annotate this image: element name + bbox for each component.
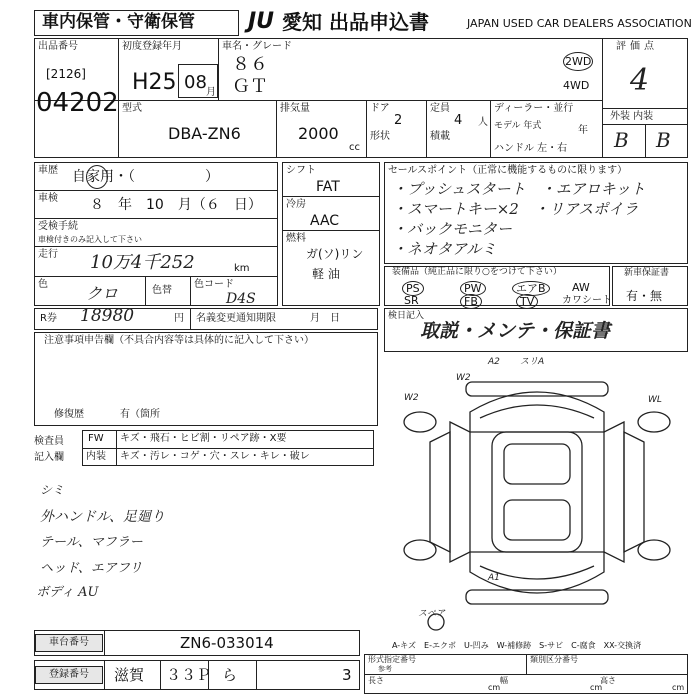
score-ext-int-label: 外装 内装	[610, 111, 654, 122]
color-code-value: D4S	[226, 291, 256, 307]
equip-ps: PS	[402, 281, 424, 296]
spec-sub-1: 参考	[378, 665, 392, 673]
spec-wid: 幅	[500, 676, 508, 685]
color-value: クロ	[86, 284, 119, 303]
note-5: ボディ AU	[36, 585, 99, 600]
spec-label-1: 形式指定番号	[368, 655, 416, 664]
mileage-value: 10万4千252	[90, 252, 195, 273]
note-4: ヘッド、エアフリ	[40, 561, 143, 576]
interior-label: 内装	[86, 451, 106, 462]
equip-pw: PW	[460, 281, 486, 296]
drive-4wd: 4WD	[563, 79, 590, 92]
spec-len: 長さ	[368, 676, 384, 685]
displacement-unit: cc	[349, 142, 360, 153]
spec-label-2: 類別区分番号	[530, 655, 578, 664]
color-code-label: 色コード	[194, 279, 234, 290]
note-3: テール、マフラー	[40, 535, 143, 550]
plate-class: ３３Ｐ	[166, 666, 212, 684]
chassis-label: 車台番号	[35, 634, 103, 652]
registration-month-unit: 月	[206, 87, 216, 98]
diag-label-wl: WL	[648, 395, 662, 405]
reception-note: 車検付きのみ記入して下さい	[38, 235, 142, 244]
lot-number: 04202	[36, 88, 119, 118]
equip-aw: AW	[572, 281, 590, 294]
displacement-label: 排気量	[280, 103, 310, 114]
capacity-unit: 人	[478, 117, 488, 128]
fuel-diesel: 軽 油	[312, 267, 340, 281]
plate-area: 滋賀	[114, 666, 145, 684]
sales-point-2: ・スマートキー×2 ・リアスポイラ	[392, 200, 639, 218]
displacement-value: 2000	[298, 124, 339, 143]
model-name: ８６	[232, 54, 268, 75]
score-interior: B	[656, 128, 671, 152]
sales-point-4: ・ネオタアルミ	[392, 240, 497, 258]
equip-sr: SR	[404, 294, 419, 307]
doors-value: 2	[394, 113, 403, 128]
recycle-label: R券	[40, 313, 57, 324]
association-name: JAPAN USED CAR DEALERS ASSOCIATION	[467, 17, 692, 30]
equip-leather-seat: カワシート	[562, 295, 612, 306]
repair-value: 有（箇所	[120, 409, 160, 420]
reception-label: 受検手続	[38, 221, 78, 232]
history-circle	[86, 165, 108, 189]
interior-text: キズ・汚レ・コゲ・穴・スレ・キレ・破レ	[120, 451, 310, 462]
notice-label: 名義変更通知期限	[196, 313, 276, 324]
loading-label: 積載	[430, 131, 450, 142]
model-year-label: モデル 年式	[494, 121, 542, 131]
mileage-label: 走行	[38, 249, 58, 260]
dealer-label: ディーラー・並行	[494, 103, 574, 114]
spec-cm-1: cm	[488, 683, 501, 692]
history-label: 車歴	[38, 165, 58, 176]
inspection-value: ８ 年 10 月（６ 日）	[90, 197, 262, 213]
diag-label-a: スリA	[520, 357, 545, 367]
aircon-label: 冷房	[286, 199, 306, 210]
recycle-value: 18980	[80, 306, 135, 326]
doors-label: ドア	[370, 103, 390, 114]
inspection-label: 車検	[38, 193, 58, 204]
capacity-value: 4	[454, 113, 463, 128]
shift-label: シフト	[286, 165, 316, 176]
handle-label: ハンドル 左・右	[494, 143, 568, 154]
remarks-label: 注意事項申告欄（不具合内容等は具体的に記入して下さい）	[44, 335, 314, 346]
fw-text: キズ・飛石・ヒビ割・リペア跡・X要	[120, 433, 287, 444]
diag-label-w2-top: W2	[456, 373, 471, 383]
equip-airbag: エアB	[512, 281, 550, 296]
documents-label: 検日記入	[388, 311, 425, 321]
notice-unit: 月 日	[310, 313, 340, 324]
note-1: シミ	[40, 483, 65, 497]
form-title: 愛知 出品申込書	[282, 10, 429, 34]
equipment-label: 装備品（純正品に限り○をつけて下さい）	[392, 267, 562, 277]
diag-label-w2-left: W2	[404, 393, 419, 403]
shape-label: 形状	[370, 131, 390, 142]
color-change-label: 色替	[152, 285, 172, 296]
type-value: DBA-ZN6	[168, 124, 241, 143]
model-label: 車名・グレード	[222, 41, 292, 52]
note-2: 外ハンドル、足廻り	[40, 509, 165, 525]
plate-label: 登録番号	[35, 666, 103, 684]
plate-number: 3	[342, 666, 352, 684]
fuel-label: 燃料	[286, 233, 306, 244]
diag-label-a1: A1	[488, 573, 500, 583]
sales-point-3: ・バックモニター	[392, 220, 513, 238]
fuel-value: ガ(ソ)リン	[306, 247, 364, 261]
registration-label: 初度登録年月	[122, 41, 182, 52]
warranty-value: 有・無	[626, 289, 663, 303]
color-label: 色	[38, 279, 48, 290]
diag-label-spare: スペア	[418, 609, 446, 619]
chassis-value: ZN6-033014	[180, 634, 274, 652]
sales-point-1: ・プッシュスタート ・エアロキット	[392, 180, 646, 198]
lot-small-number: [2126]	[46, 67, 86, 81]
year-unit: 年	[578, 125, 588, 136]
model-grade: ＧＴ	[232, 76, 268, 97]
checker-label: 検査員 記入欄	[34, 436, 64, 463]
spec-cm-3: cm	[672, 683, 685, 692]
logo-mark: JU	[248, 9, 275, 34]
fw-label: FW	[88, 433, 104, 444]
registration-month: 08	[184, 72, 207, 93]
documents-value: 取説・メンテ・保証書	[420, 320, 611, 342]
score-label: 評価点	[616, 41, 658, 52]
sales-points-label: セールスポイント（正常に機能するものに限ります）	[388, 165, 628, 176]
plate-kana: ら	[222, 666, 238, 684]
mileage-unit: km	[234, 263, 250, 274]
car-damage-diagram	[380, 352, 690, 642]
drive-2wd: 2WD	[563, 52, 593, 71]
aircon-value: AAC	[310, 213, 340, 229]
diag-label-a2: A2	[488, 357, 500, 367]
equip-tv: TV	[516, 294, 538, 309]
capacity-label: 定員	[430, 103, 450, 114]
type-label: 型式	[122, 103, 142, 114]
repair-label: 修復歴	[54, 409, 84, 420]
spec-cm-2: cm	[590, 683, 603, 692]
lot-label: 出品番号	[38, 41, 78, 52]
score-exterior: B	[614, 128, 629, 152]
diagram-legend: A-キズ E-エクボ U-凹み W-補修跡 S-サビ C-腐食 XX-交換済	[392, 641, 642, 650]
remarks-box	[34, 332, 378, 426]
recycle-unit: 円	[174, 313, 184, 324]
spec-hei: 高さ	[600, 676, 616, 685]
registration-era: H25	[132, 70, 177, 95]
shift-value: FAT	[316, 179, 340, 195]
score-value: 4	[630, 63, 650, 98]
warranty-label: 新車保証書	[624, 268, 670, 278]
equip-fb: FB	[460, 294, 482, 309]
history-value: 自家用・（ ）	[72, 169, 219, 185]
top-left-title: 車内保管・守衛保管	[42, 12, 195, 32]
